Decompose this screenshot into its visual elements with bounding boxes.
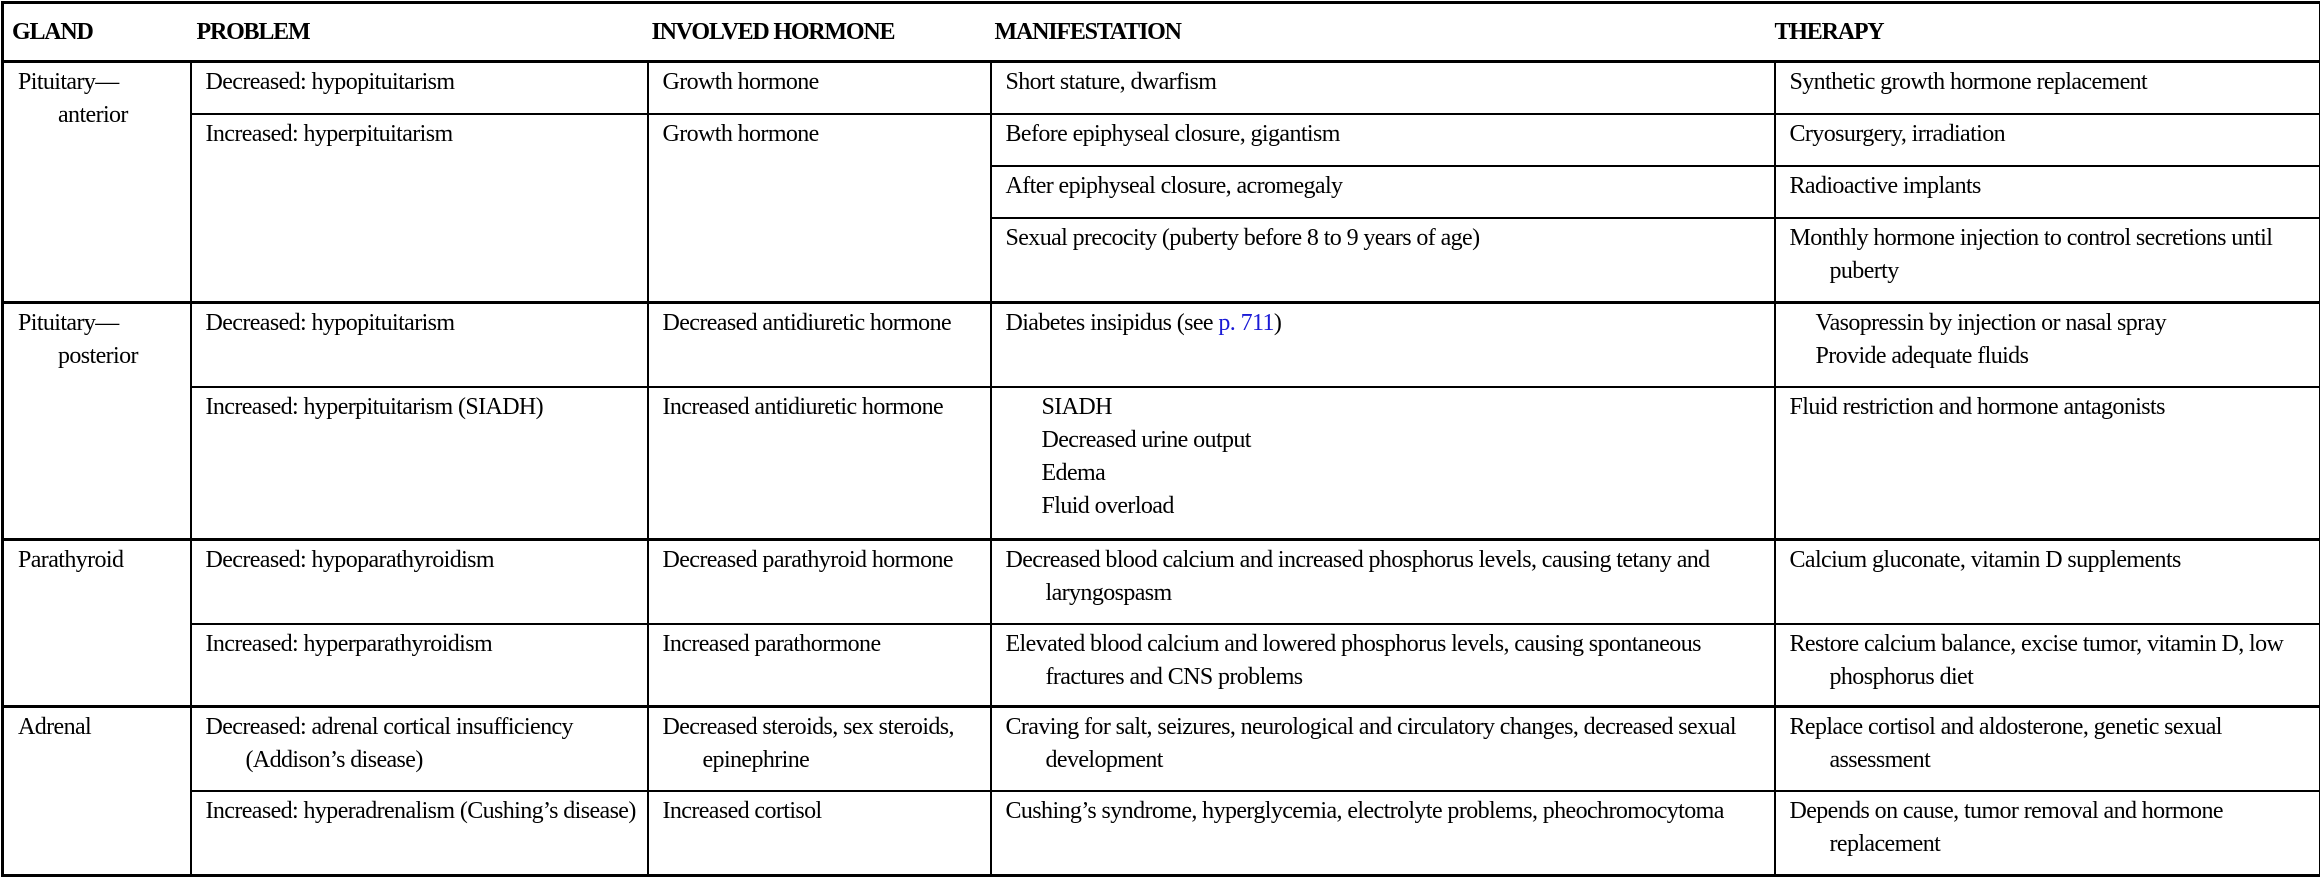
therapy-cell [1775, 218, 2320, 303]
gland-name-line1: Parathyroid [18, 547, 123, 573]
therapy-cell: Fluid restriction and hormone antagonists [1775, 387, 2320, 540]
manifestation-list-item: Decreased urine output [1042, 424, 1764, 457]
manifestation-cell [991, 707, 1775, 792]
hormone-cell: Growth hormone [648, 62, 991, 115]
therapy-cell: Cryosurgery, irradiation [1775, 114, 2320, 166]
hormone-cell: Increased cortisol [648, 791, 991, 876]
gland-cell [3, 707, 191, 876]
hormone-cell: Increased parathormone [648, 624, 991, 707]
hormone-text: Decreased parathyroid hormone [663, 544, 980, 577]
gland-name-line1: Adrenal [18, 714, 91, 740]
table-row [3, 114, 2320, 166]
hormone-cell: Growth hormone [648, 114, 991, 303]
problem-cell: Increased: hyperparathyroidism [191, 624, 648, 707]
gland-name-line1: Pituitary— [18, 310, 119, 336]
manifestation-cell: Sexual precocity (puberty before 8 to 9 years of age) [991, 218, 1775, 303]
header-therapy: THERAPY [1775, 3, 2320, 62]
manifestation-cell [991, 791, 1775, 876]
therapy-cell [1775, 624, 2320, 707]
hormone-text: Decreased steroids, sex steroids, epinephrine [663, 711, 980, 777]
header-manifestation: MANIFESTATION [991, 3, 1775, 62]
therapy-list-item: Vasopressin by injection or nasal spray [1816, 307, 2310, 340]
manifestation-cell: Short stature, dwarfism [991, 62, 1775, 115]
gland-name-line2: posterior [18, 340, 186, 373]
manifestation-list-item: SIADH [1042, 391, 1764, 424]
manifestation-text: Cushing’s syndrome, hyperglycemia, electrolyte problems, pheochromocytoma [1006, 795, 1764, 828]
therapy-cell [1775, 791, 2320, 876]
endocrine-disorders-table [1, 1, 2320, 877]
manifestation-text: Craving for salt, seizures, neurological and circulatory changes, decreased sexual development [1006, 711, 1764, 777]
manifestation-cell [991, 540, 1775, 625]
header-involved-hormone: INVOLVED HORMONE [648, 3, 991, 62]
page-reference-link[interactable]: p. 711 [1218, 310, 1274, 336]
therapy-text: Depends on cause, tumor removal and hormone replacement [1790, 795, 2310, 861]
header-problem: PROBLEM [191, 3, 648, 62]
header-row [3, 3, 2320, 62]
therapy-text: Replace cortisol and aldosterone, genetic sexual assessment [1790, 711, 2310, 777]
hormone-cell [648, 707, 991, 792]
manifestation-text: Decreased blood calcium and increased phosphorus levels, causing tetany and laryngospasm [1006, 544, 1764, 610]
gland-cell [3, 62, 191, 303]
problem-cell [191, 707, 648, 792]
gland-name-line2: anterior [18, 99, 186, 132]
hormone-text: Decreased antidiuretic hormone [663, 307, 980, 340]
table-row [3, 62, 2320, 115]
manifestation-text-suffix: ) [1274, 310, 1281, 336]
problem-text: Increased: hyperadrenalism (Cushing’s disease) [206, 795, 637, 828]
problem-cell: Decreased: hypoparathyroidism [191, 540, 648, 625]
manifestation-cell: Before epiphyseal closure, gigantism [991, 114, 1775, 166]
therapy-text: Restore calcium balance, excise tumor, vitamin D, low phosphorus diet [1790, 628, 2310, 694]
manifestation-cell [991, 387, 1775, 540]
hormone-cell [648, 387, 991, 540]
gland-cell [3, 303, 191, 540]
therapy-list-item: Provide adequate fluids [1816, 340, 2310, 373]
therapy-cell: Radioactive implants [1775, 166, 2320, 218]
gland-name-line1: Pituitary— [18, 69, 119, 95]
gland-cell [3, 540, 191, 707]
therapy-cell: Synthetic growth hormone replacement [1775, 62, 2320, 115]
therapy-text: Monthly hormone injection to control secretions until puberty [1790, 222, 2310, 288]
manifestation-cell: After epiphyseal closure, acromegaly [991, 166, 1775, 218]
problem-cell: Increased: hyperpituitarism (SIADH) [191, 387, 648, 540]
table-row [3, 303, 2320, 388]
problem-cell: Increased: hyperpituitarism [191, 114, 648, 303]
therapy-cell [1775, 303, 2320, 388]
hormone-cell [648, 303, 991, 388]
table-row [3, 624, 2320, 707]
manifestation-list-item: Edema [1042, 457, 1764, 490]
manifestation-text: Diabetes insipidus (see [1006, 310, 1219, 336]
problem-cell: Decreased: hypopituitarism [191, 62, 648, 115]
table-row [3, 387, 2320, 540]
table-row [3, 540, 2320, 625]
therapy-cell: Calcium gluconate, vitamin D supplements [1775, 540, 2320, 625]
header-gland: GLAND [3, 3, 191, 62]
table-row [3, 707, 2320, 792]
therapy-cell [1775, 707, 2320, 792]
problem-text: Decreased: adrenal cortical insufficiency (Addison’s disease) [206, 711, 637, 777]
problem-cell: Decreased: hypopituitarism [191, 303, 648, 388]
manifestation-text: Elevated blood calcium and lowered phosphorus levels, causing spontaneous fractures and CNS problems [1006, 628, 1764, 694]
hormone-text: Increased antidiuretic hormone [663, 391, 980, 424]
manifestation-list-item: Fluid overload [1042, 490, 1764, 523]
manifestation-cell [991, 303, 1775, 388]
manifestation-cell [991, 624, 1775, 707]
problem-cell [191, 791, 648, 876]
hormone-cell [648, 540, 991, 625]
table-row [3, 791, 2320, 876]
